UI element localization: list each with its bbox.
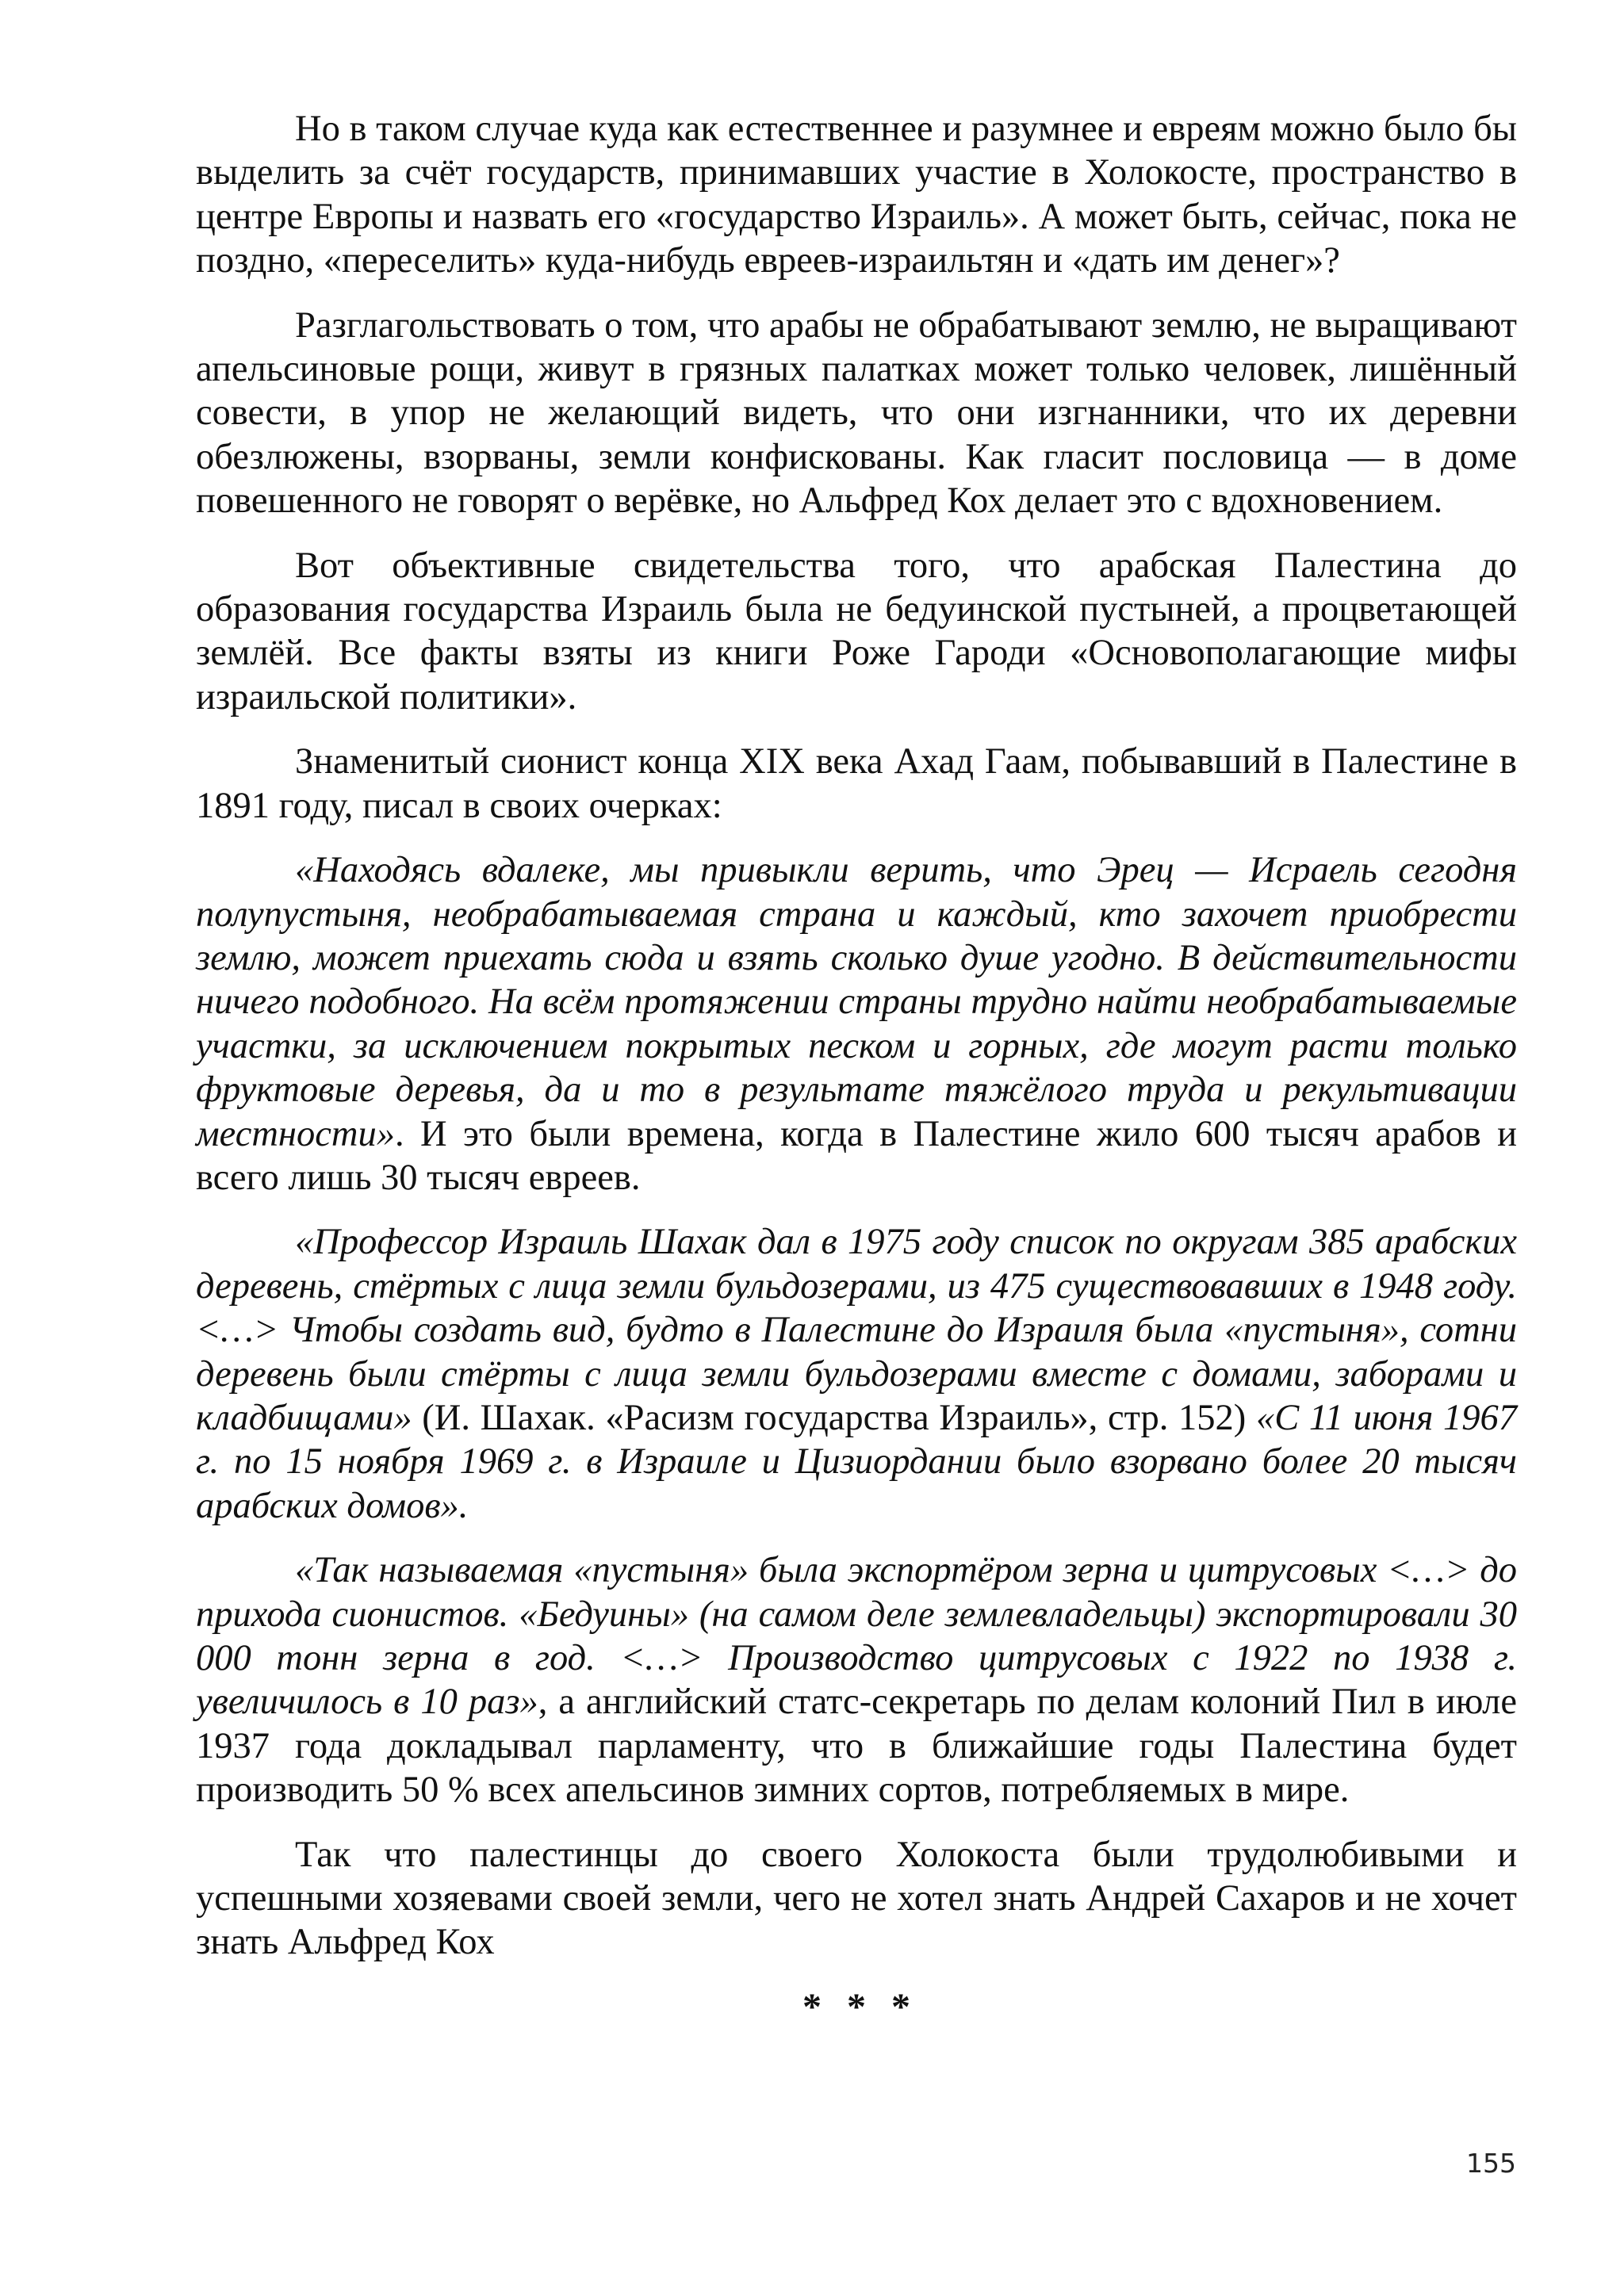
quote-ahad-haam: «Находясь вдалеке, мы привыкли верить, что Эрец — Исраель сегодня полупустыня, необрабатываемая страна и каждый, кто захочет приобрести землю, может приехать сюда и взять сколько душе угодно. В действительности ничего подобного. На всём протяжении страны трудно найти необрабатываемые участки, за исключением покрытых песком и горных, где могут расти только фруктовые деревья, да и то в результате тяжёлого труда и рекультивации местности» — [196, 850, 1517, 1154]
paragraph-2: Разглагольствовать о том, что арабы не обрабатывают землю, не выращивают апельсиновые рощи, живут в грязных палатках может только человек, лишённый совести, в упор не желающий видеть, что они изгнанники, что их деревни обезлюжены, взорваны, земли конфискованы. Как гласит пословица — в доме повешенного не говорят о верёвке, но Альфред Кох делает это с вдохновением. — [196, 304, 1517, 522]
paragraph-3: Вот объективные свидетельства того, что арабская Палестина до образования государства Израиль была не бедуинской пустыней, а процветающей землёй. Все факты взяты из книги Роже Гароди «Основополагающие мифы израильской политики». — [196, 545, 1517, 718]
page-body — [196, 107, 1517, 2030]
paragraph-7-quote — [196, 1548, 1517, 1812]
page-number: 155 — [1466, 2148, 1516, 2179]
paragraph-4: Знаменитый сионист конца XIX века Ахад Гаам, побывавший в Палестине в 1891 году, писал в своих очерках: — [196, 741, 1517, 826]
paragraph-6-citation: (И. Шахак. «Расизм государства Израиль», стр. 152) — [412, 1397, 1256, 1438]
quote-shahak: «Профессор Израиль Шахак дал в 1975 году список по округам 385 арабских деревень, стёртых с лица земли бульдозерами, из 475 существовавших в 1948 году. <…> Чтобы создать вид, будто в Палестине до Израиля была «пустыня», сотни деревень были стёрты с лица земли бульдозерами вместе с домами, заборами и кладбищами» — [196, 1222, 1517, 1438]
quote-demolished-houses: «С 11 июня 1967 г. по 15 ноября 1969 г. в Израиле и Цизиордании было взорвано более 20 тысяч арабских домов». — [196, 1397, 1517, 1526]
paragraph-1: Но в таком случае куда как естественнее и разумнее и евреям можно было бы выделить за счёт государств, принимавших участие в Холокосте, пространство в центре Европы и назвать его «государство Израиль». А может быть, сейчас, пока не поздно, «переселить» куда-нибудь евреев-израильтян и «дать им денег»? — [196, 109, 1517, 281]
quote-desert-export: «Так называемая «пустыня» была экспортёром зерна и цитрусовых <…> до прихода сионистов. «Бедуины» (на самом деле землевладельцы) экспортировали 30 000 тонн зерна в год. <…> Производство цитрусовых с 1922 по 1938 г. увеличилось в 10 раз» — [196, 1550, 1517, 1723]
paragraph-5-quote — [196, 848, 1517, 1200]
section-separator: * * * — [802, 1985, 918, 2028]
paragraph-5-commentary: . И это были времена, когда в Палестине жило 600 тысяч арабов и всего лишь 30 тысяч евреев. — [196, 1113, 1517, 1198]
paragraph-8: Так что палестинцы до своего Холокоста были трудолюбивыми и успешными хозяевами своей земли, чего не хотел знать Андрей Сахаров и не хочет знать Альфред Кох — [196, 1834, 1517, 1963]
paragraph-7-commentary: , а английский статс-секретарь по делам колоний Пил в июле 1937 года докладывал парламенту, что в ближайшие годы Палестина будет производить 50 % всех апельсинов зимних сортов, потребляемых в мире. — [196, 1682, 1518, 1811]
paragraph-6-quote — [196, 1220, 1517, 1528]
